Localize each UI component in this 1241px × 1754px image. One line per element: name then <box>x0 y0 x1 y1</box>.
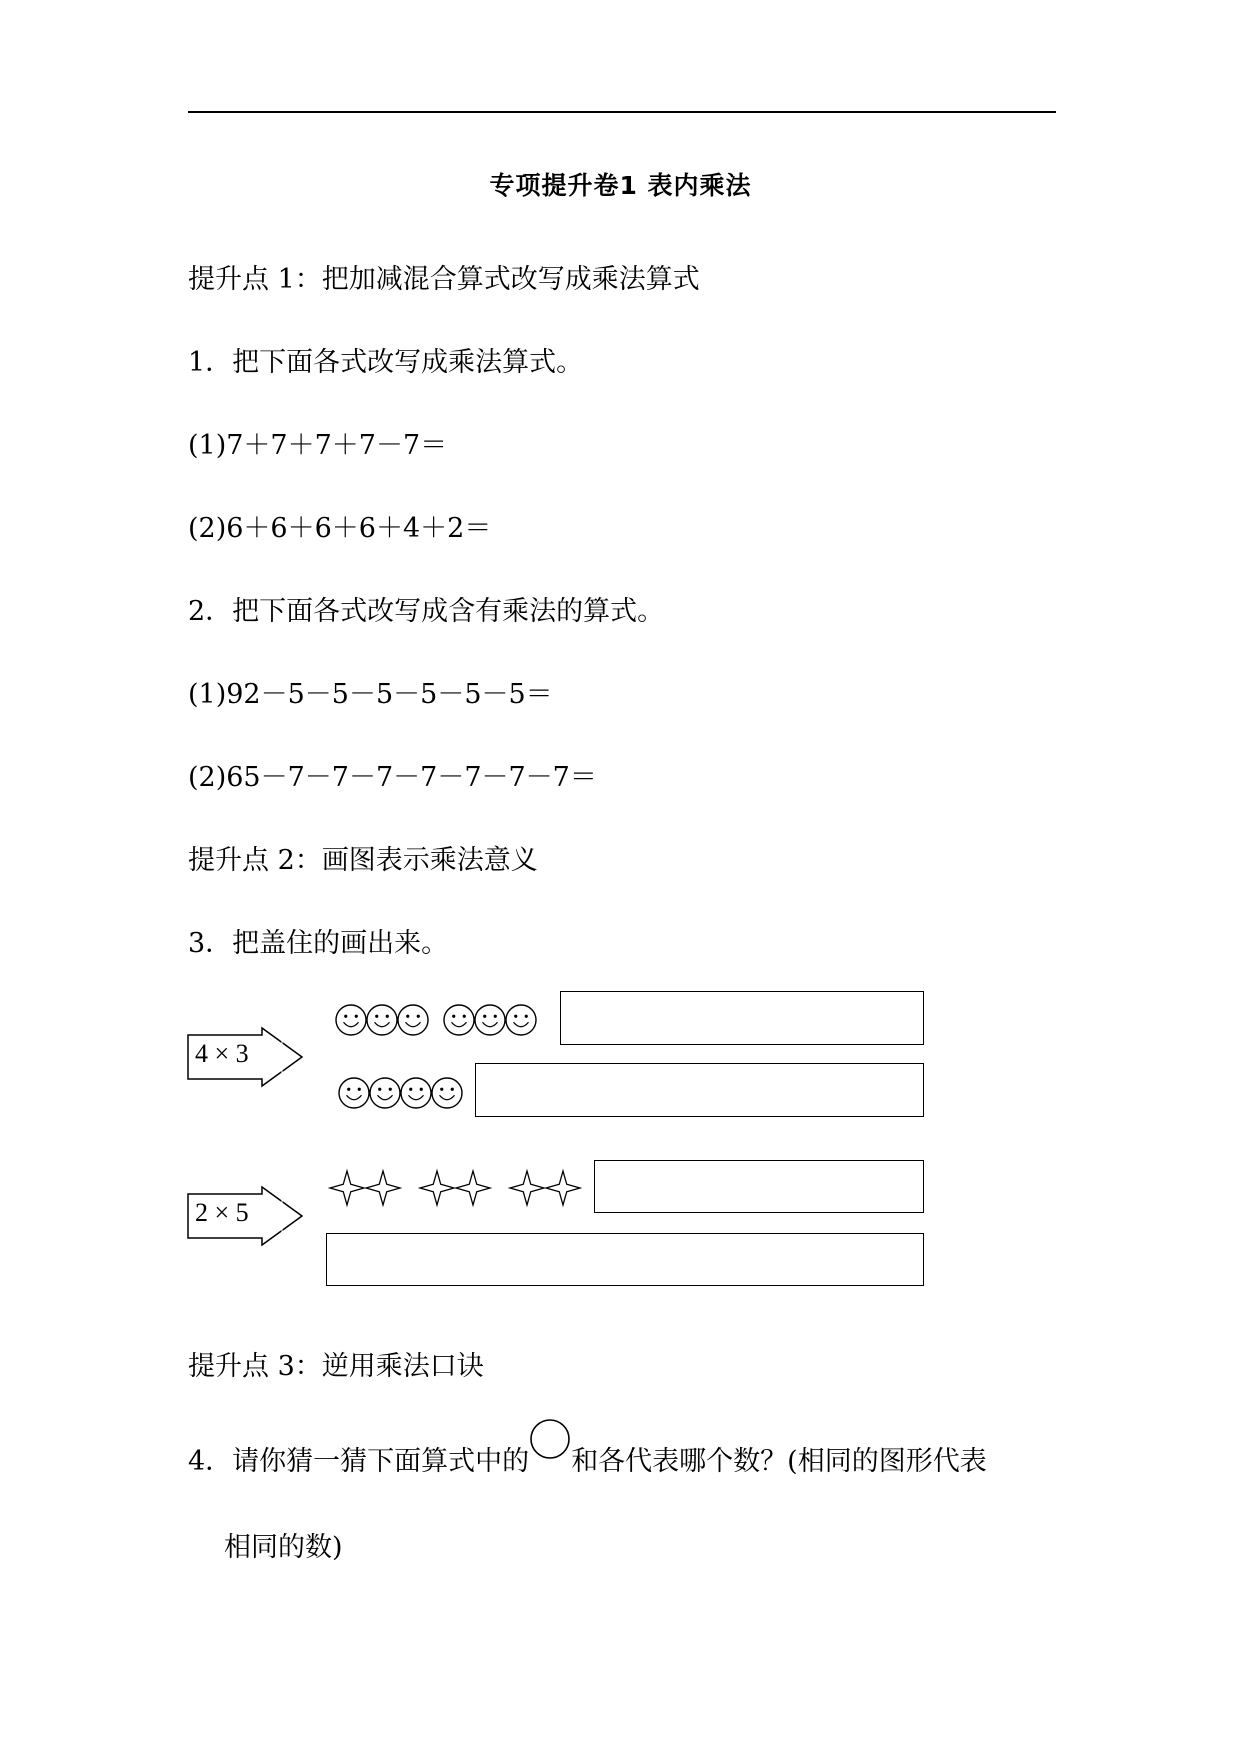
question-1-stem: 1．把下面各式改写成乘法算式。 <box>188 347 584 378</box>
smiley-icon <box>367 1005 397 1035</box>
smiley-icon <box>444 1005 474 1035</box>
smiley-row-1 <box>336 1003 556 1037</box>
star-row-1 <box>330 1168 590 1208</box>
smiley-icon <box>339 1078 369 1108</box>
header-rule <box>188 111 1056 113</box>
covered-box-2b[interactable] <box>326 1233 924 1286</box>
figure-1-label: 4 × 3 <box>195 1039 249 1068</box>
star-icon <box>546 1171 580 1205</box>
smiley-icon <box>432 1078 462 1108</box>
covered-box-1a[interactable] <box>560 991 924 1045</box>
section-heading-2: 提升点 2：画图表示乘法意义 <box>188 845 538 876</box>
smiley-icon <box>370 1078 400 1108</box>
star-icon <box>330 1171 364 1205</box>
question-2-stem: 2．把下面各式改写成含有乘法的算式。 <box>188 596 665 627</box>
smiley-icon <box>475 1005 505 1035</box>
question-2b: (2)65－7－7－7－7－7－7－7＝ <box>188 762 597 793</box>
star-icon <box>366 1171 400 1205</box>
section-heading-3: 提升点 3：逆用乘法口诀 <box>188 1351 484 1382</box>
smiley-icon <box>336 1005 366 1035</box>
smiley-icon <box>506 1005 536 1035</box>
figure-2-label: 2 × 5 <box>195 1198 249 1227</box>
question-4-stem <box>188 1432 987 1479</box>
page-title: 专项提升卷1 表内乘法 <box>489 171 752 200</box>
smiley-icon <box>401 1078 431 1108</box>
question-1a: (1)7＋7＋7＋7－7＝ <box>188 430 448 461</box>
question-2a: (1)92－5－5－5－5－5－5＝ <box>188 679 553 710</box>
circle-shape-icon <box>529 1432 571 1472</box>
smiley-icon <box>398 1005 428 1035</box>
star-icon <box>456 1171 490 1205</box>
question-4-stem-before: 4．请你猜一猜下面算式中的 <box>188 1446 530 1477</box>
smiley-row-2 <box>339 1076 469 1110</box>
question-4-stem-cont: 相同的数) <box>224 1532 343 1563</box>
covered-box-1b[interactable] <box>475 1063 924 1117</box>
star-icon <box>420 1171 454 1205</box>
section-heading-1: 提升点 1：把加减混合算式改写成乘法算式 <box>188 264 700 295</box>
question-4-stem-after: 和各代表哪个数？(相同的图形代表 <box>571 1446 987 1477</box>
star-icon <box>510 1171 544 1205</box>
question-1b: (2)6＋6＋6＋6＋4＋2＝ <box>188 513 492 544</box>
question-3-stem: 3．把盖住的画出来。 <box>188 928 449 959</box>
covered-box-2a[interactable] <box>594 1160 924 1213</box>
